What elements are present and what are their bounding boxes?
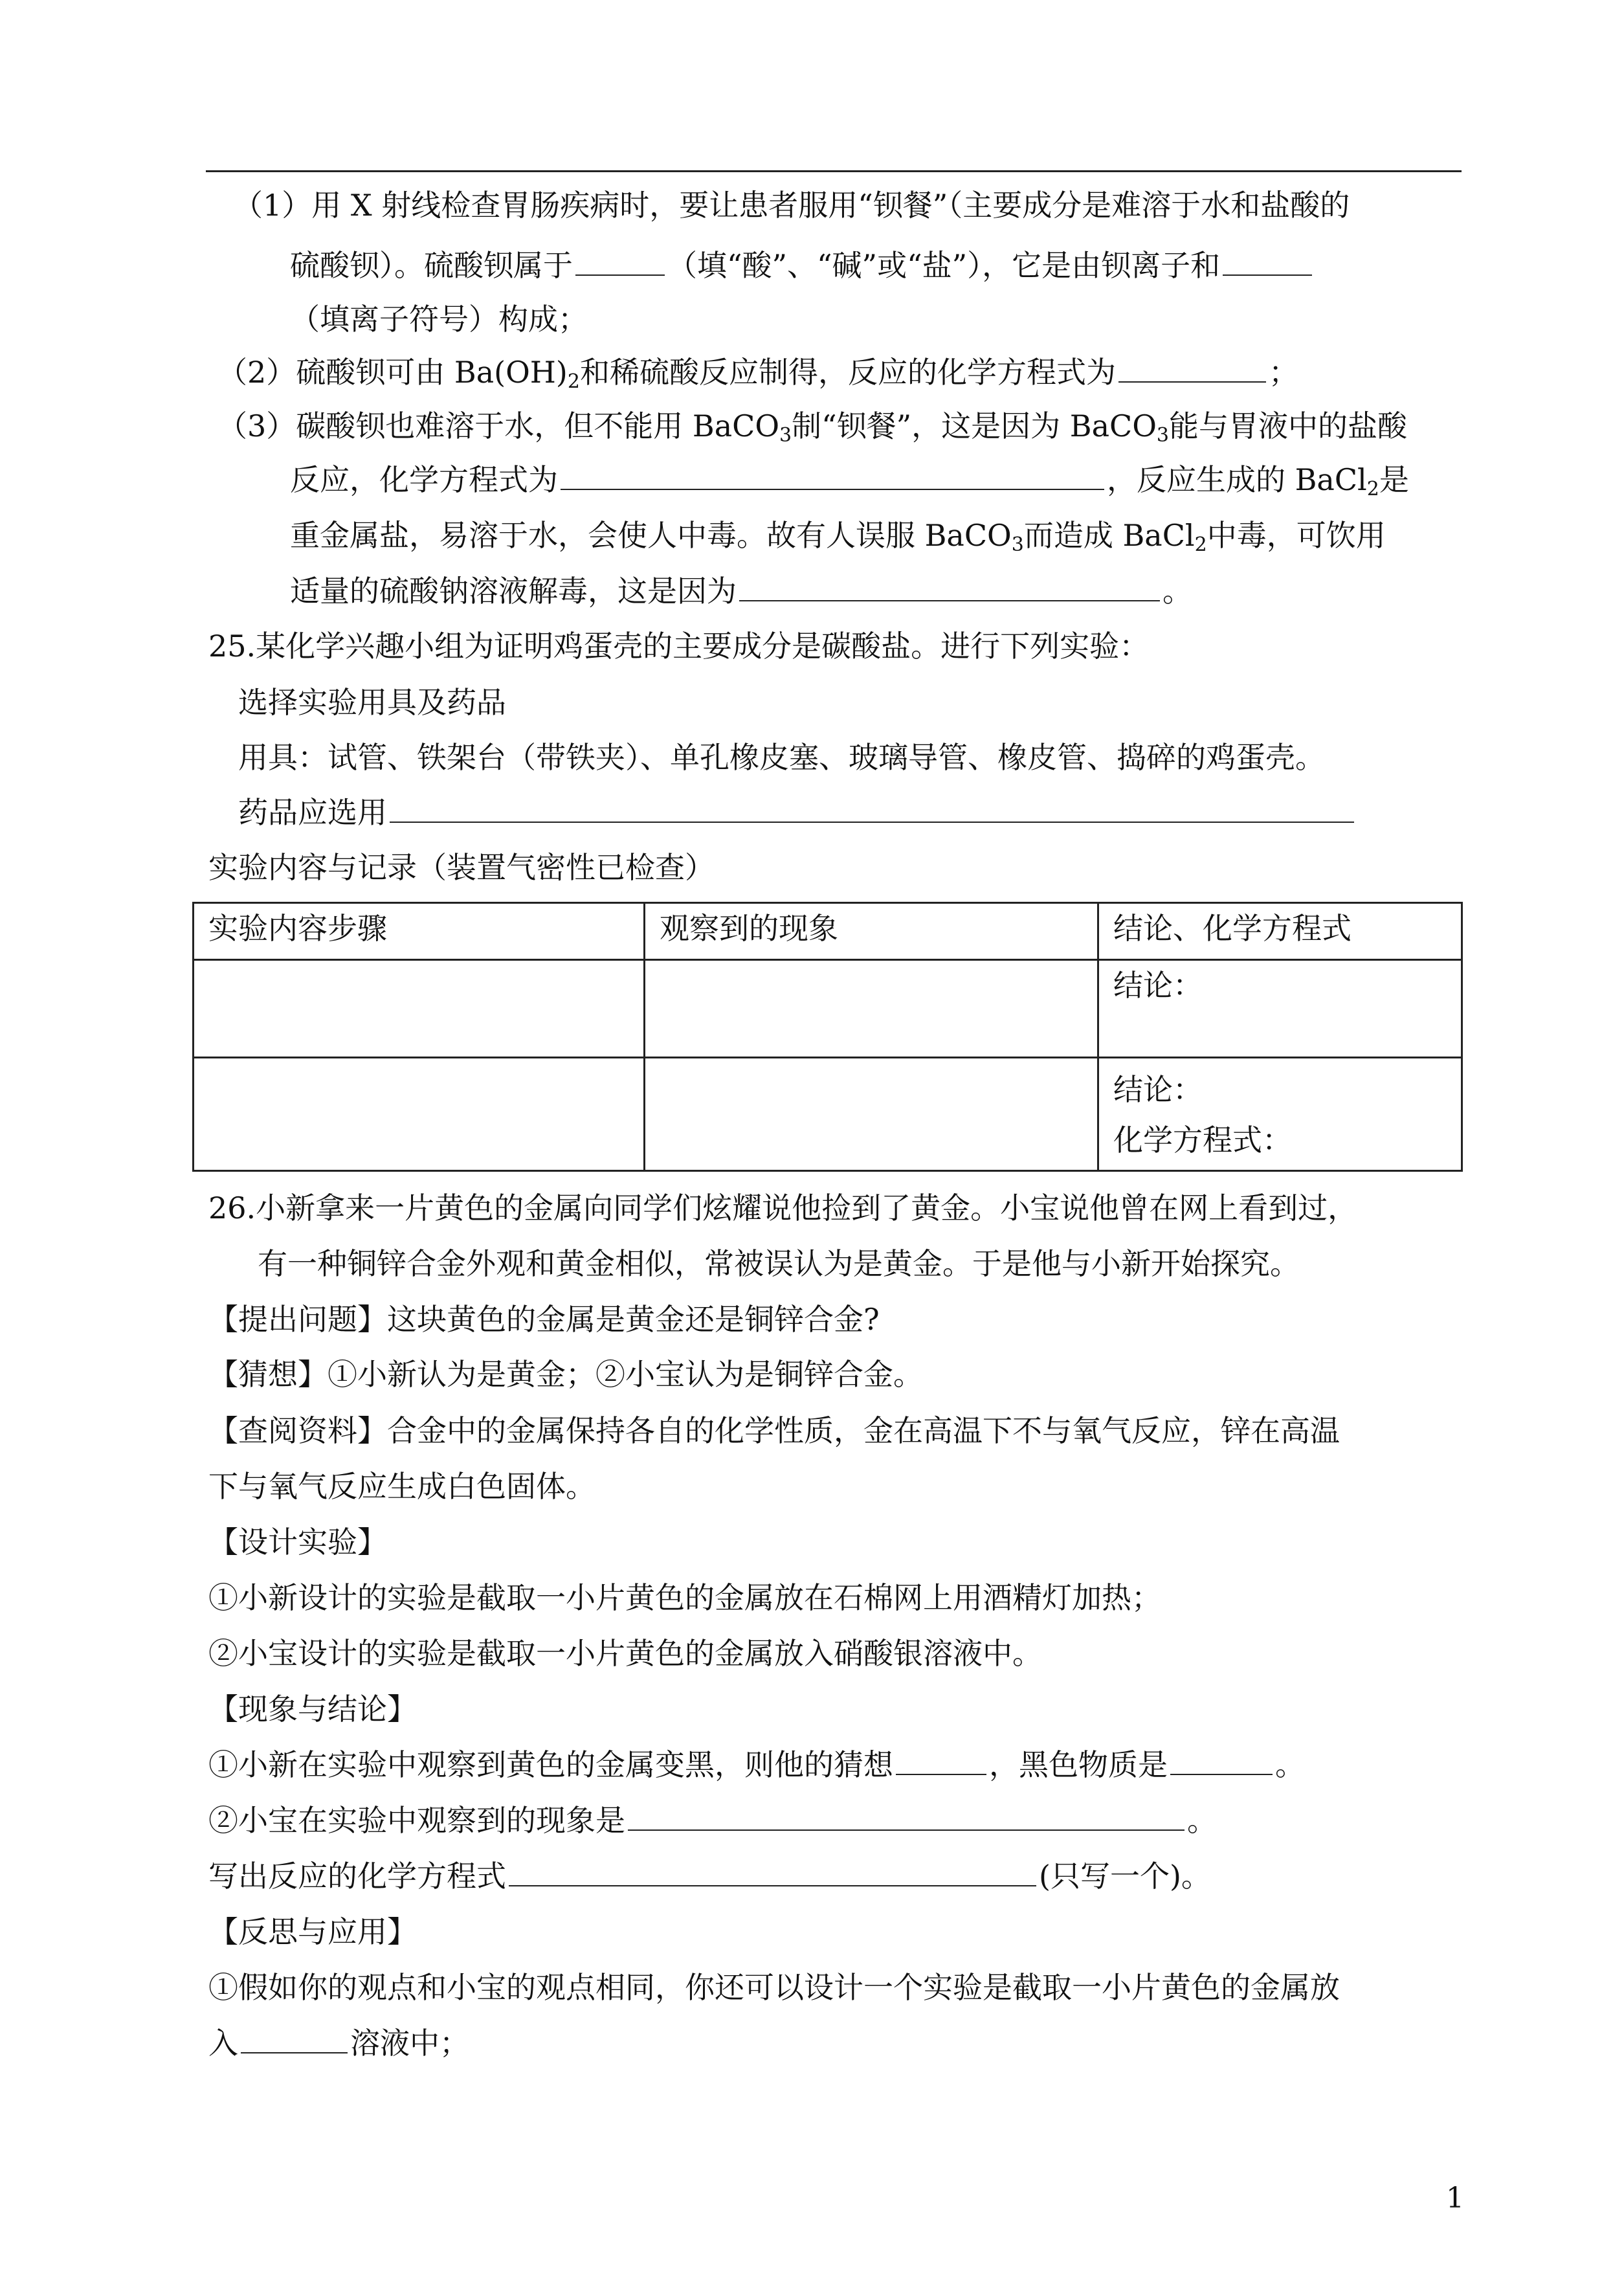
q26-line-2: 有一种铜锌合金外观和黄金相似，常被误认为是黄金。于是他与小新开始探究。 <box>258 1246 1300 1281</box>
header-rule <box>206 170 1462 172</box>
q24-line-7: 重金属盐，易溶于水，会使人中毒。故有人误服 BaCO$_3$而造成 BaCl$_2$中毒，可饮用 <box>290 518 1386 556</box>
table-cell[interactable] <box>645 960 1098 1058</box>
table-header-cell: 实验内容步骤 <box>194 903 645 960</box>
q24-line-3: （填离子符号）构成； <box>290 302 588 337</box>
q26-line-3: 【提出问题】这块黄色的金属是黄金还是铜锌合金? <box>208 1302 880 1337</box>
answer-blank[interactable] <box>575 246 665 276</box>
q26-line-8: ①小新设计的实验是截取一小片黄色的金属放在石棉网上用酒精灯加热； <box>208 1580 1161 1615</box>
table-cell[interactable] <box>194 1058 645 1171</box>
q24-line-2: 硫酸钡）。硫酸钡属于 （填“酸”、“碱”或“盐”），它是由钡离子和 <box>290 246 1315 285</box>
q26-line-7: 【设计实验】 <box>208 1525 387 1560</box>
q24-line-8: 适量的硫酸钠溶液解毒，这是因为 。 <box>290 572 1192 610</box>
table-header-cell: 结论、化学方程式 <box>1098 903 1462 960</box>
table-cell[interactable]: 结论： <box>1098 960 1462 1058</box>
q26-line-15: ①假如你的观点和小宝的观点相同，你还可以设计一个实验是截取一小片黄色的金属放 <box>208 1970 1340 2005</box>
page-number: 1 <box>1446 2182 1464 2215</box>
answer-blank[interactable] <box>628 1801 1185 1831</box>
table-cell[interactable] <box>194 960 645 1058</box>
q26-line-9: ②小宝设计的实验是截取一小片黄色的金属放入硝酸银溶液中。 <box>208 1636 1042 1671</box>
q25-title: 25.某化学兴趣小组为证明鸡蛋壳的主要成分是碳酸盐。进行下列实验： <box>208 629 1150 664</box>
table-cell[interactable]: 结论： 化学方程式： <box>1098 1058 1462 1171</box>
answer-blank[interactable] <box>390 793 1354 823</box>
q24-line-5: （3）碳酸钡也难溶于水，但不能用 BaCO$_3$制“钡餐”，这是因为 BaCO$_3$能与胃液中的盐酸 <box>217 408 1408 447</box>
table-header-cell: 观察到的现象 <box>645 903 1098 960</box>
q26-line-13: 写出反应的化学方程式 (只写一个)。 <box>208 1857 1211 1896</box>
q26-line-11: ①小新在实验中观察到黄色的金属变黑，则他的猜想 ，黑色物质是 。 <box>208 1745 1305 1784</box>
q26-line-12: ②小宝在实验中观察到的现象是 。 <box>208 1801 1217 1840</box>
q26-line-16: 入 溶液中； <box>208 2024 469 2063</box>
table-row <box>194 1058 1462 1171</box>
answer-blank[interactable] <box>241 2024 348 2053</box>
q26-line-1: 26.小新拿来一片黄色的金属向同学们炫耀说他捡到了黄金。小宝说他曾在网上看到过， <box>208 1191 1358 1225</box>
table-row <box>194 960 1462 1058</box>
experiment-table <box>192 902 1463 1172</box>
table-cell[interactable] <box>645 1058 1098 1171</box>
answer-blank[interactable] <box>509 1857 1036 1886</box>
q25-select: 选择实验用具及药品 <box>238 685 506 720</box>
answer-blank[interactable] <box>1118 353 1266 383</box>
answer-blank[interactable] <box>1223 246 1312 276</box>
q26-line-4: 【猜想】①小新认为是黄金；②小宝认为是铜锌合金。 <box>208 1357 923 1392</box>
answer-blank[interactable] <box>739 572 1160 601</box>
q25-drugs: 药品应选用 <box>238 793 1357 832</box>
table-header-row <box>194 903 1462 960</box>
answer-blank[interactable] <box>561 460 1104 490</box>
q26-line-5: 【查阅资料】合金中的金属保持各自的化学性质，金在高温下不与氧气反应，锌在高温 <box>208 1413 1340 1448</box>
q25-record: 实验内容与记录（装置气密性已检查） <box>208 850 715 885</box>
q24-line-6: 反应，化学方程式为 ，反应生成的 BaCl$_2$是 <box>290 460 1409 499</box>
q25-tools: 用具：试管、铁架台（带铁夹）、单孔橡皮塞、玻璃导管、橡皮管、捣碎的鸡蛋壳。 <box>238 740 1325 775</box>
q24-line-4: （2）硫酸钡可由 $Ba(OH)_2$和稀硫酸反应制得，反应的化学方程式为 ； <box>217 353 1298 392</box>
answer-blank[interactable] <box>896 1745 986 1775</box>
q26-line-14: 【反思与应用】 <box>208 1914 417 1949</box>
q26-line-10: 【现象与结论】 <box>208 1692 417 1727</box>
q26-line-6: 下与氧气反应生成白色固体。 <box>208 1469 595 1504</box>
answer-blank[interactable] <box>1170 1745 1273 1775</box>
q24-line-1: （1）用 X 射线检查胃肠疾病时，要让患者服用“钡餐”（主要成分是难溶于水和盐酸的 <box>233 188 1350 223</box>
